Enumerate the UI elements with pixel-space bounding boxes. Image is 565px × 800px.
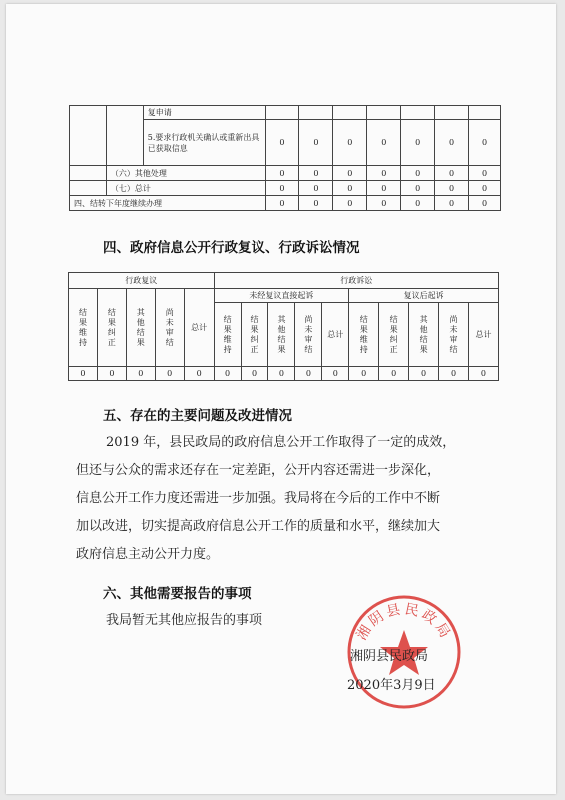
section-heading-6: 六、其他需要报告的事项 [103, 586, 252, 602]
table-cell: 0 [367, 196, 401, 211]
table-row [70, 196, 501, 211]
table-cell [401, 106, 435, 120]
table-cell: 0 [299, 120, 333, 166]
paragraph-line: 加以改进，切实提高政府信息公开工作的质量和水平，继续加大 [76, 519, 441, 534]
table-cell: 0 [401, 196, 435, 211]
table-cell: 0 [379, 367, 409, 381]
col-header: 尚未审结 [303, 314, 313, 355]
col-header: 其他结果 [136, 307, 146, 348]
table-cell: 0 [265, 181, 299, 196]
table-row [70, 181, 501, 196]
col-header: 结果纠正 [250, 314, 259, 355]
table-cell: 0 [155, 367, 184, 381]
table-cell: 0 [401, 181, 435, 196]
table-cell: 0 [241, 367, 268, 381]
table-cell: 0 [295, 367, 322, 381]
table-cell: 0 [333, 196, 367, 211]
table-cell: 0 [322, 367, 349, 381]
table-cell: 0 [435, 196, 469, 211]
table-cell: 0 [401, 166, 435, 181]
table-cell: 0 [268, 367, 295, 381]
signature-date: 2020年3月9日 [347, 678, 436, 693]
table-cell [435, 106, 469, 120]
table-cell: 0 [401, 120, 435, 166]
table-cell: 0 [367, 166, 401, 181]
table-cell: 0 [299, 166, 333, 181]
col-header: 结果维持 [359, 314, 369, 355]
col-header: 总计 [468, 303, 498, 367]
table-cell: 0 [439, 367, 469, 381]
table-cell: 0 [184, 367, 214, 381]
table-cell: 0 [265, 120, 299, 166]
section-heading-4: 四、政府信息公开行政复议、行政诉讼情况 [103, 240, 360, 256]
table-cell: 0 [367, 120, 401, 166]
table-cell: 0 [214, 367, 241, 381]
table-cell: 0 [97, 367, 126, 381]
table-cell [333, 106, 367, 120]
review-litigation-table [68, 272, 499, 381]
table-cell: 0 [265, 196, 299, 211]
col-header: 尚未审结 [448, 314, 458, 355]
table-cell: 0 [69, 367, 98, 381]
paragraph-line: 政府信息主动公开力度。 [76, 547, 220, 562]
signature-org: 湘阴县民政局 [350, 649, 429, 664]
section6-paragraph: 我局暂无其他应报告的事项 [106, 613, 263, 628]
col-header: 结果维持 [223, 314, 233, 355]
col-header: 结果纠正 [389, 314, 399, 355]
table-row [69, 289, 499, 303]
table-cell: 0 [435, 166, 469, 181]
table-cell: 0 [367, 181, 401, 196]
table-row [69, 273, 499, 289]
table-row [70, 106, 501, 120]
table-row [70, 166, 501, 181]
sub-header-after: 复议后起诉 [349, 289, 499, 303]
sub-header-direct: 未经复议直接起诉 [214, 289, 349, 303]
section-heading-5: 五、存在的主要问题及改进情况 [103, 408, 292, 424]
col-header: 总计 [322, 303, 349, 367]
col-header: 总计 [184, 289, 214, 367]
col-header: 尚未审结 [165, 307, 175, 348]
table-cell: 0 [409, 367, 439, 381]
document-page [6, 4, 556, 794]
table-cell [299, 106, 333, 120]
table-cell: 0 [333, 166, 367, 181]
svg-text:湘阴县民政局: 湘阴县民政局 [353, 601, 455, 644]
table-cell: 0 [333, 120, 367, 166]
disclosure-table-continued [69, 105, 501, 211]
table-cell: 0 [265, 166, 299, 181]
paragraph-line: 但还与公众的需求还存在一定差距，公开内容还需进一步深化， [76, 463, 441, 478]
col-header: 结果纠正 [107, 307, 117, 348]
table-row [69, 367, 499, 381]
table-cell: 0 [469, 120, 501, 166]
col-header: 其他结果 [276, 314, 286, 355]
table-cell: 0 [299, 181, 333, 196]
table-cell: （六）其他处理 [106, 166, 265, 181]
col-header: 其他结果 [419, 314, 429, 355]
table-cell: 0 [333, 181, 367, 196]
table-cell [469, 106, 501, 120]
review-header: 行政复议 [69, 273, 215, 289]
table-cell: 0 [468, 367, 498, 381]
table-cell [367, 106, 401, 120]
table-cell: 复申请 [143, 106, 265, 120]
litigation-header: 行政诉讼 [214, 273, 498, 289]
paragraph-line: 2019 年，县民政局的政府信息公开工作取得了一定的成效， [106, 435, 456, 450]
table-cell: 四、结转下年度继续办理 [70, 196, 266, 211]
paragraph-line: 信息公开工作力度还需进一步加强。我局将在今后的工作中不断 [76, 491, 441, 506]
table-cell [265, 106, 299, 120]
table-cell: 0 [435, 120, 469, 166]
table-cell: 0 [469, 196, 501, 211]
table-cell: 0 [299, 196, 333, 211]
table-cell: 5.要求行政机关确认或重新出具已获取信息 [143, 120, 265, 166]
table-cell: 0 [126, 367, 155, 381]
section5-paragraph [76, 429, 496, 569]
table-cell: 0 [349, 367, 379, 381]
table-cell: 0 [469, 166, 501, 181]
col-header: 结果维持 [78, 307, 88, 348]
table-cell: （七）总计 [106, 181, 265, 196]
table-cell: 0 [435, 181, 469, 196]
table-cell: 0 [469, 181, 501, 196]
